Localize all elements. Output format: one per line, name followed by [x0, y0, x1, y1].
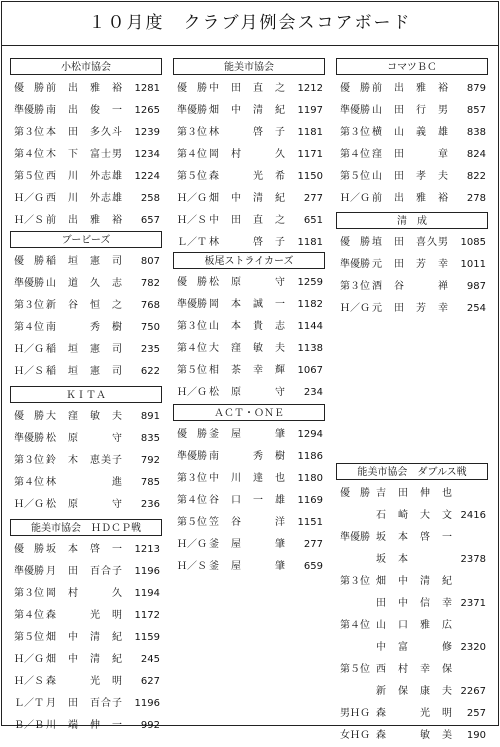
score-value: 1011: [460, 259, 486, 270]
player-name: 南 秀 樹: [46, 322, 123, 333]
player-name: 岡 村 久: [209, 149, 286, 160]
score-row: [10, 273, 162, 295]
score-value: 2378: [460, 554, 486, 565]
player-name: 横 山 義 雄: [372, 127, 449, 138]
section-kita: [10, 386, 162, 516]
player-name: 月 田 百合子: [46, 566, 123, 577]
score-row: [336, 232, 488, 254]
rank-label: Ｌ／Ｔ: [177, 237, 207, 248]
player-name: 山 道 久 志: [46, 278, 123, 289]
player-name: 畑 中 清 紀: [209, 105, 286, 116]
score-row: [10, 583, 162, 605]
section-nomi-hdcp: [10, 519, 162, 737]
player-name: 吉 田 伸 也: [376, 488, 453, 499]
score-row: [336, 637, 488, 659]
score-value: 1239: [134, 127, 160, 138]
score-value: 1067: [297, 365, 323, 376]
rank-label: 第５位: [14, 171, 44, 182]
score-row: [10, 671, 162, 693]
rank-label: 準優勝: [340, 105, 370, 116]
score-value: 1150: [297, 171, 323, 182]
score-row: [336, 505, 488, 527]
player-name: 山 本 貴 志: [209, 321, 286, 332]
score-row: [10, 693, 162, 715]
player-name: 相 茶 幸 輝: [209, 365, 286, 376]
score-value: 1186: [297, 451, 323, 462]
rank-label: 男ＨＧ: [340, 708, 370, 719]
player-name: 前 出 雅 裕: [372, 83, 449, 94]
score-value: 1171: [297, 149, 323, 160]
player-name: 西 村 幸 保: [376, 664, 453, 675]
score-value: 1196: [134, 698, 160, 709]
score-row: [10, 295, 162, 317]
rank-label: 第３位: [340, 127, 370, 138]
rank-label: 準優勝: [14, 105, 44, 116]
rank-label: 第４位: [14, 149, 44, 160]
score-value: 1169: [297, 495, 323, 506]
player-name: 松 原 守: [209, 277, 286, 288]
player-name: 稲 垣 憲 司: [46, 344, 123, 355]
player-name: 中 田 直 之: [209, 83, 286, 94]
score-value: 190: [466, 730, 486, 741]
rank-label: 第３位: [14, 455, 44, 466]
player-name: 森 光 明: [376, 708, 453, 719]
score-row: [336, 122, 488, 144]
section-header: 能美市協会: [173, 58, 325, 75]
player-name: 石 崎 大 文: [376, 510, 453, 521]
score-value: 277: [303, 539, 323, 550]
rank-label: 準優勝: [14, 566, 44, 577]
score-value: 792: [140, 455, 160, 466]
score-value: 1138: [297, 343, 323, 354]
score-value: 1181: [297, 237, 323, 248]
title-divider: [1, 45, 498, 46]
score-row: [173, 534, 325, 556]
score-value: 234: [303, 387, 323, 398]
player-name: 釜 屋 肇: [209, 539, 286, 550]
player-name: 松 原 守: [46, 499, 123, 510]
score-value: 1259: [297, 277, 323, 288]
score-value: 768: [140, 300, 160, 311]
score-row: [173, 446, 325, 468]
rank-label: 第４位: [340, 620, 370, 631]
rank-label: 優 勝: [177, 277, 207, 288]
score-value: 257: [466, 708, 486, 719]
player-name: 林 啓 子: [209, 237, 286, 248]
section-header: 能美市協会 ダブルス戦: [336, 463, 488, 480]
score-row: [173, 338, 325, 360]
score-row: [10, 339, 162, 361]
score-row: [10, 317, 162, 339]
score-row: [10, 428, 162, 450]
score-row: [336, 571, 488, 593]
score-row: [336, 144, 488, 166]
score-value: 254: [466, 303, 486, 314]
score-value: 1172: [134, 610, 160, 621]
rank-label: 第５位: [340, 664, 370, 675]
player-name: 田 中 信 幸: [376, 598, 453, 609]
rank-label: 優 勝: [340, 488, 370, 499]
player-name: 坂 本 啓 一: [46, 544, 123, 555]
score-row: [173, 188, 325, 210]
section-komatsu: [10, 58, 162, 232]
score-value: 891: [140, 411, 160, 422]
score-value: 785: [140, 477, 160, 488]
score-row: [336, 483, 488, 505]
player-name: 稲 垣 憲 司: [46, 256, 123, 267]
score-row: [10, 166, 162, 188]
section-header: 小松市協会: [10, 58, 162, 75]
score-value: 1197: [297, 105, 323, 116]
rank-label: 第５位: [340, 171, 370, 182]
score-value: 1294: [297, 429, 323, 440]
score-value: 838: [466, 127, 486, 138]
score-value: 1196: [134, 566, 160, 577]
score-row: [10, 627, 162, 649]
rank-label: Ｈ／Ｇ: [14, 344, 44, 355]
player-name: 川 端 伸 一: [46, 720, 123, 731]
rank-label: 準優勝: [177, 451, 207, 462]
score-row: [336, 527, 488, 549]
rank-label: Ｈ／Ｇ: [14, 193, 44, 204]
rank-label: 優 勝: [14, 256, 44, 267]
score-row: [173, 144, 325, 166]
score-row: [173, 468, 325, 490]
score-row: [10, 122, 162, 144]
score-value: 1181: [297, 127, 323, 138]
player-name: 釜 屋 肇: [209, 429, 286, 440]
score-value: 857: [466, 105, 486, 116]
score-value: 1180: [297, 473, 323, 484]
player-name: 大 窪 敏 夫: [209, 343, 286, 354]
rank-label: 第４位: [14, 477, 44, 488]
score-row: [10, 210, 162, 232]
score-value: 2416: [460, 510, 486, 521]
score-value: 278: [466, 193, 486, 204]
score-row: [10, 144, 162, 166]
score-value: 1212: [297, 83, 323, 94]
score-row: [173, 556, 325, 578]
player-name: 山 田 行 男: [372, 105, 449, 116]
score-row: [173, 424, 325, 446]
rank-label: 準優勝: [14, 278, 44, 289]
score-row: [336, 659, 488, 681]
score-row: [173, 122, 325, 144]
score-row: [10, 406, 162, 428]
score-row: [336, 681, 488, 703]
rank-label: 第３位: [14, 588, 44, 599]
rank-label: 優 勝: [177, 429, 207, 440]
player-name: 谷 口 一 雄: [209, 495, 286, 506]
rank-label: Ｌ／Ｔ: [14, 698, 44, 709]
score-value: 1265: [134, 105, 160, 116]
score-value: 236: [140, 499, 160, 510]
player-name: 窪 田 章: [372, 149, 449, 160]
score-row: [336, 254, 488, 276]
player-name: 畑 中 清 紀: [376, 576, 453, 587]
rank-label: 第３位: [177, 473, 207, 484]
player-name: 新 谷 恒 之: [46, 300, 123, 311]
score-row: [10, 715, 162, 737]
score-row: [173, 360, 325, 382]
score-value: 1159: [134, 632, 160, 643]
score-value: 235: [140, 344, 160, 355]
rank-label: Ｂ／Ｂ: [14, 720, 44, 731]
section-actone: [173, 404, 325, 578]
section-header: ブービーズ: [10, 231, 162, 248]
section-header: 能美市協会 ＨＤＣＰ戦: [10, 519, 162, 536]
player-name: 元 田 芳 幸: [372, 303, 449, 314]
score-row: [10, 78, 162, 100]
score-row: [336, 166, 488, 188]
score-row: [10, 649, 162, 671]
score-value: 659: [303, 561, 323, 572]
page-title: １０月度 クラブ月例会スコアボード: [88, 13, 412, 33]
rank-label: Ｈ／Ｇ: [177, 387, 207, 398]
section-bebees: [10, 231, 162, 383]
player-name: 酒 谷 禅: [372, 281, 449, 292]
rank-label: 第４位: [14, 610, 44, 621]
player-name: 森 光 明: [46, 676, 123, 687]
score-value: 1213: [134, 544, 160, 555]
score-value: 2320: [460, 642, 486, 653]
score-row: [10, 494, 162, 516]
player-name: 畑 中 清 紀: [209, 193, 286, 204]
rank-label: Ｈ／Ｓ: [177, 215, 207, 226]
rank-label: 第４位: [177, 343, 207, 354]
score-value: 1182: [297, 299, 323, 310]
rank-label: 優 勝: [14, 544, 44, 555]
player-name: 畑 中 清 紀: [46, 654, 123, 665]
player-name: 中 富 修: [376, 642, 453, 653]
rank-label: 第４位: [340, 149, 370, 160]
section-header: 板尾ストライカーズ: [173, 252, 325, 269]
rank-label: 第４位: [14, 322, 44, 333]
score-row: [10, 188, 162, 210]
score-row: [336, 276, 488, 298]
score-row: [10, 251, 162, 273]
score-value: 822: [466, 171, 486, 182]
score-row: [336, 725, 488, 747]
player-name: 森 光 希: [209, 171, 286, 182]
player-name: 坂 本 啓 一: [376, 532, 453, 543]
rank-label: Ｈ／Ｇ: [177, 539, 207, 550]
rank-label: 第５位: [177, 517, 207, 528]
score-row: [173, 232, 325, 254]
player-name: 本 田 多久斗: [46, 127, 123, 138]
section-itao: [173, 252, 325, 404]
rank-label: Ｈ／Ｓ: [14, 366, 44, 377]
section-seisei: [336, 212, 488, 320]
rank-label: 第３位: [340, 576, 370, 587]
player-name: 林 啓 子: [209, 127, 286, 138]
player-name: 畑 中 清 紀: [46, 632, 123, 643]
score-row: [336, 78, 488, 100]
score-row: [336, 593, 488, 615]
rank-label: Ｈ／Ｇ: [177, 193, 207, 204]
score-value: 807: [140, 256, 160, 267]
score-value: 987: [466, 281, 486, 292]
player-name: 岡 村 久: [46, 588, 123, 599]
player-name: 南 出 俊 一: [46, 105, 123, 116]
player-name: 西 川 外志雄: [46, 171, 123, 182]
player-name: 山 口 雅 広: [376, 620, 453, 631]
player-name: 西 川 外志雄: [46, 193, 123, 204]
player-name: 中 田 直 之: [209, 215, 286, 226]
rank-label: Ｈ／Ｇ: [340, 303, 370, 314]
section-header: ＡＣＴ・ＯＮＥ: [173, 404, 325, 421]
player-name: 坂 本: [376, 554, 409, 565]
score-row: [10, 539, 162, 561]
score-value: 992: [140, 720, 160, 731]
rank-label: 優 勝: [177, 83, 207, 94]
score-value: 782: [140, 278, 160, 289]
rank-label: 優 勝: [340, 237, 370, 248]
score-value: 245: [140, 654, 160, 665]
score-value: 1234: [134, 149, 160, 160]
score-value: 627: [140, 676, 160, 687]
score-row: [173, 272, 325, 294]
section-header: コマツＢＣ: [336, 58, 488, 75]
score-value: 2267: [460, 686, 486, 697]
score-value: 1085: [460, 237, 486, 248]
score-row: [173, 382, 325, 404]
player-name: 新 保 康 夫: [376, 686, 453, 697]
score-row: [173, 512, 325, 534]
rank-label: 第３位: [177, 321, 207, 332]
score-value: 277: [303, 193, 323, 204]
section-header: ＫＩＴＡ: [10, 386, 162, 403]
player-name: 森 敏 美: [376, 730, 453, 741]
player-name: 岡 本 誠 一: [209, 299, 286, 310]
score-row: [336, 703, 488, 725]
player-name: 大 窪 敏 夫: [46, 411, 123, 422]
rank-label: 準優勝: [177, 299, 207, 310]
player-name: 木 下 富士男: [46, 149, 123, 160]
score-row: [173, 294, 325, 316]
score-value: 879: [466, 83, 486, 94]
player-name: 松 原 守: [209, 387, 286, 398]
rank-label: Ｈ／Ｇ: [14, 499, 44, 510]
rank-label: 第３位: [14, 127, 44, 138]
score-row: [173, 490, 325, 512]
player-name: 南 秀 樹: [209, 451, 286, 462]
rank-label: 優 勝: [14, 411, 44, 422]
rank-label: 第５位: [177, 365, 207, 376]
score-row: [10, 100, 162, 122]
section-header: 清 成: [336, 212, 488, 229]
rank-label: Ｈ／Ｓ: [177, 561, 207, 572]
player-name: 月 田 百合子: [46, 698, 123, 709]
player-name: 釜 屋 肇: [209, 561, 286, 572]
score-row: [173, 78, 325, 100]
score-row: [336, 549, 488, 571]
score-value: 657: [140, 215, 160, 226]
score-value: 1144: [297, 321, 323, 332]
rank-label: 準優勝: [14, 433, 44, 444]
rank-label: 第４位: [177, 149, 207, 160]
score-value: 1151: [297, 517, 323, 528]
player-name: 元 田 芳 幸: [372, 259, 449, 270]
player-name: 前 出 雅 裕: [46, 83, 123, 94]
score-row: [336, 188, 488, 210]
score-row: [10, 361, 162, 383]
score-value: 2371: [460, 598, 486, 609]
rank-label: Ｈ／Ｇ: [14, 654, 44, 665]
score-value: 1224: [134, 171, 160, 182]
score-row: [173, 100, 325, 122]
player-name: 前 出 雅 裕: [372, 193, 449, 204]
score-value: 824: [466, 149, 486, 160]
player-name: 山 田 孝 夫: [372, 171, 449, 182]
rank-label: 準優勝: [340, 532, 370, 543]
rank-label: 第４位: [177, 495, 207, 506]
rank-label: 第５位: [177, 171, 207, 182]
section-nomi-doubles: [336, 463, 488, 747]
player-name: 林 進: [46, 477, 123, 488]
rank-label: 第３位: [177, 127, 207, 138]
rank-label: Ｈ／Ｇ: [340, 193, 370, 204]
rank-label: 第３位: [340, 281, 370, 292]
player-name: 前 出 雅 裕: [46, 215, 123, 226]
score-row: [10, 472, 162, 494]
score-value: 622: [140, 366, 160, 377]
score-value: 835: [140, 433, 160, 444]
rank-label: 女ＨＧ: [340, 730, 370, 741]
rank-label: Ｈ／Ｓ: [14, 215, 44, 226]
score-row: [10, 561, 162, 583]
player-name: 森 光 明: [46, 610, 123, 621]
score-row: [336, 298, 488, 320]
section-nomi: [173, 58, 325, 254]
score-value: 258: [140, 193, 160, 204]
player-name: 埴 田 喜久男: [372, 237, 449, 248]
player-name: 笠 谷 洋: [209, 517, 286, 528]
player-name: 松 原 守: [46, 433, 123, 444]
score-value: 750: [140, 322, 160, 333]
player-name: 中 川 達 也: [209, 473, 286, 484]
score-row: [336, 615, 488, 637]
score-value: 1194: [134, 588, 160, 599]
score-row: [173, 210, 325, 232]
rank-label: 優 勝: [340, 83, 370, 94]
rank-label: 準優勝: [340, 259, 370, 270]
rank-label: 第３位: [14, 300, 44, 311]
score-row: [336, 100, 488, 122]
rank-label: 準優勝: [177, 105, 207, 116]
rank-label: 第５位: [14, 632, 44, 643]
score-value: 651: [303, 215, 323, 226]
section-komatsu-bc: [336, 58, 488, 210]
score-value: 1281: [134, 83, 160, 94]
score-row: [10, 605, 162, 627]
player-name: 稲 垣 憲 司: [46, 366, 123, 377]
score-row: [10, 450, 162, 472]
rank-label: Ｈ／Ｓ: [14, 676, 44, 687]
score-row: [173, 166, 325, 188]
score-row: [173, 316, 325, 338]
player-name: 鈴 木 恵美子: [46, 455, 123, 466]
rank-label: 優 勝: [14, 83, 44, 94]
